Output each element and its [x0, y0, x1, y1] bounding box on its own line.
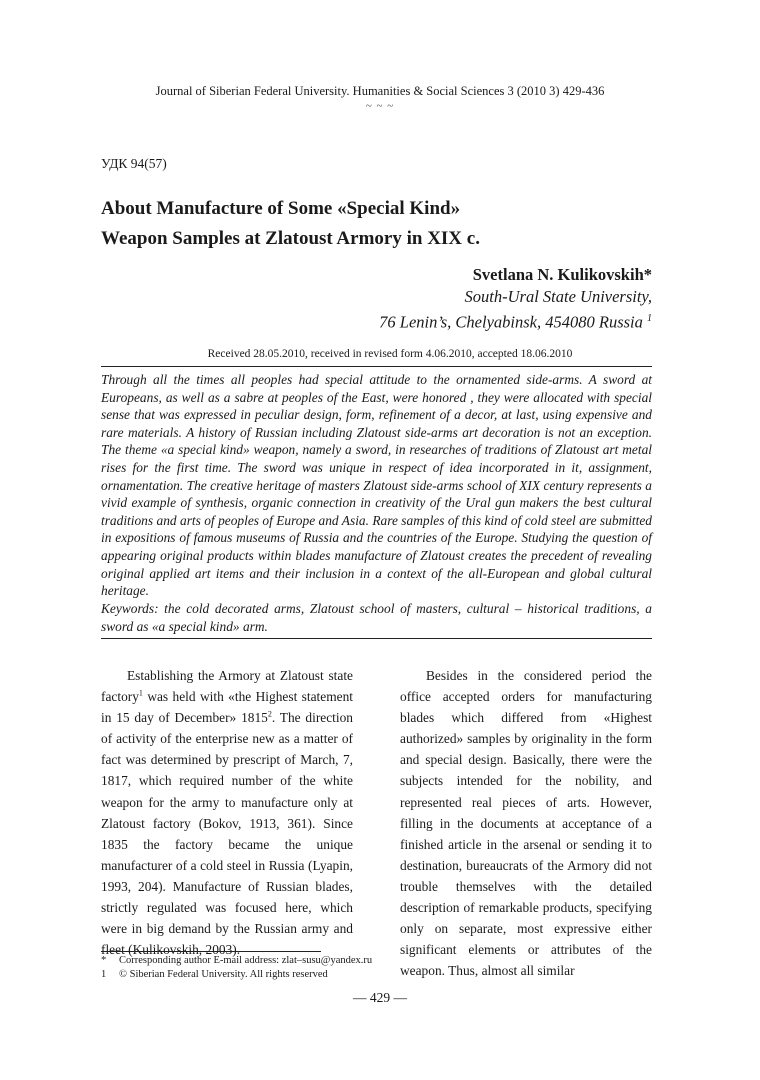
body-paragraph — [101, 665, 353, 960]
author-block — [379, 264, 652, 334]
footnotes — [101, 954, 372, 982]
article-title — [101, 194, 661, 254]
body-text: . The direction of activity of the enterprise new as a matter of fact was determined by prescript of March, 7, 1817, which required number of the white weapon for the army to manufacture only at Zlatoust factory (Bokov, 1913, 361). Since 1835 the factory became the unique manufacturer of a cold steel in Russia (Lyapin, 1993, 204). Manufacture of Russian blades, strictly regulated was focused here, which were in big demand by the Russian army and fleet (Kulikovskih, 2003). — [101, 710, 354, 958]
abstract-bottom-rule — [101, 638, 652, 639]
body-text: was held with «the Highest statement in 15 day of December» 1815 — [101, 689, 353, 726]
body-column-right — [400, 665, 652, 981]
footnote-ref: 2 — [267, 709, 272, 719]
affiliation-footnote-mark: 1 — [647, 313, 652, 324]
title-line-2: Weapon Samples at Zlatoust Armory in XIX c. — [101, 228, 480, 249]
abstract: Through all the times all peoples had special attitude to the ornamented side-arms. A sword at Europeans, as well as a sabre at peoples of the East, were honored , they were allocated with special sense that was expressed in peculiar design, form, refinement of a decor, at last, using expensive and rare materials. A history of Russian including Zlatoust side-arms art decoration is not an exception. The theme «a special kind» weapon, namely a sword, in researches of traditions of Zlatoust art metal rises for the first time. The sword was unique in respect of idea incorporated in it, assignment, ornamentation. The creative heritage of masters Zlatoust side-arms school of XIX century represents a vivid example of synthesis, organic connection in creativity of the Ural gun makers the best cultural traditions and arts of peoples of Europe and Asia. Rare samples of this kind of cold steel are submitted in expositions of famous museums of Russia and the countries of the Europe. Studying the question of appearing original products within blades manufacture of Zlatoust creates the precedent of revealing original applied art items and their inclusion in a context of the all-European and global cultural heritage. — [101, 372, 652, 599]
header-separator: ~ ~ ~ — [365, 100, 395, 112]
author-affiliation-2 — [379, 308, 652, 334]
body-column-left — [101, 665, 353, 960]
author-affiliation-1: South-Ural State University, — [464, 287, 652, 306]
footnote-mark: * — [101, 955, 107, 966]
affiliation-address: 76 Lenin’s, Chelyabinsk, 454080 Russia — [379, 312, 643, 332]
received-dates: Received 28.05.2010, received in revised form 4.06.2010, accepted 18.06.2010 — [207, 348, 573, 360]
udk-code: УДК 94(57) — [101, 156, 167, 171]
keywords: Keywords: the cold decorated arms, Zlatoust school of masters, cultural – historical traditions, a sword as «a special kind» arm. — [101, 601, 652, 634]
footnote-text: © Siberian Federal University. All rights reserved — [119, 969, 328, 980]
title-line-1: About Manufacture of Some «Special Kind» — [101, 198, 461, 219]
author-name: Svetlana N. Kulikovskih* — [472, 265, 652, 284]
body-paragraph: Besides in the considered period the office accepted orders for manufacturing blades which differed from «Highest authorized» samples by originality in the form and special design. Basically, there were the subjects intended for the nobility, and represented real pieces of arts. However, filling in the documents at acceptance of a finished article in the arsenal or sending it to destination, bureaucrats of the Armory did not trouble themselves with the detailed description of remarkable products, specifying only on separate, most expressive either significant elements or attributes of the weapon. Thus, almost all similar — [400, 668, 652, 979]
journal-header: Journal of Siberian Federal University. Humanities & Social Sciences 3 (2010 3) 429-436 — [155, 84, 605, 98]
page-number: — 429 — — [353, 990, 407, 1005]
footnote-item — [101, 954, 372, 968]
abstract-top-rule — [101, 366, 652, 367]
body-text: Establishing the Armory at Zlatoust state factory — [101, 668, 353, 705]
footnote-ref: 1 — [138, 688, 143, 698]
footnote-text: Corresponding author E-mail address: zlat–susu@yandex.ru — [119, 955, 373, 966]
footnote-item — [101, 968, 372, 982]
footnote-rule — [101, 951, 321, 952]
footnote-mark: 1 — [101, 969, 107, 980]
